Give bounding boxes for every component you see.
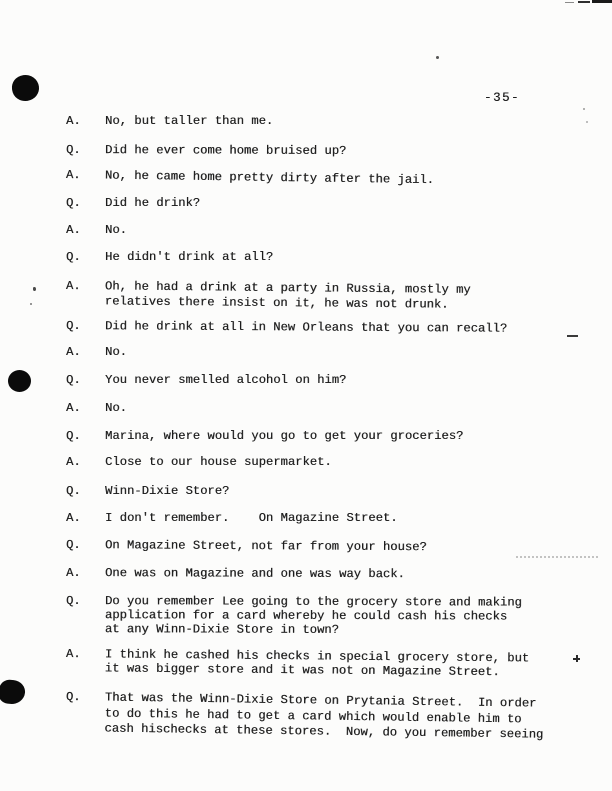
qa-entry xyxy=(66,223,127,238)
speaker-label: Q. xyxy=(65,538,81,553)
qa-text: Marina, where would you go to get your groceries? xyxy=(105,429,464,443)
qa-entry xyxy=(66,373,346,388)
speaker-label: A. xyxy=(66,455,81,469)
qa-text: Close to our house supermarket. xyxy=(105,455,332,469)
qa-text: That was the Winn-Dixie Store on Prytania Street. In order to do this he had to get a card which would enable him to cash hischecks at these stores. Now, do you remember seeing xyxy=(104,690,544,742)
qa-entry xyxy=(66,538,427,555)
qa-text: Oh, he had a drink at a party in Russia, mostly my relatives there insist on it, he was not drunk. xyxy=(104,279,471,312)
scan-asterisk-mark xyxy=(573,655,581,663)
speaker-label: A. xyxy=(66,223,81,237)
speaker-label: A. xyxy=(66,511,81,525)
qa-entry xyxy=(66,143,346,159)
speaker-label: A. xyxy=(66,114,81,128)
speaker-label: Q. xyxy=(65,319,81,334)
qa-text: Did he drink at all in New Orleans that you can recall? xyxy=(104,319,508,336)
scan-speck xyxy=(583,108,585,110)
qa-text: He didn't drink at all? xyxy=(105,250,274,264)
qa-entry xyxy=(66,647,529,680)
scan-speck xyxy=(436,56,439,59)
qa-entry xyxy=(65,690,543,743)
scan-speck xyxy=(586,121,588,123)
qa-text: One was on Magazine and one was way back. xyxy=(104,566,405,582)
qa-entry xyxy=(66,279,471,312)
qa-text: No. xyxy=(105,401,127,415)
qa-entry xyxy=(66,319,507,336)
hole-punch-mark xyxy=(10,73,40,103)
qa-text: No. xyxy=(105,223,127,237)
speaker-label: Q. xyxy=(66,373,81,387)
qa-entry xyxy=(66,250,273,265)
speaker-label: Q. xyxy=(66,196,81,210)
speaker-label: Q. xyxy=(65,594,81,609)
qa-text: On Magazine Street, not far from your house? xyxy=(104,538,427,555)
page-number: -35- xyxy=(484,91,521,105)
speaker-label: Q. xyxy=(66,429,81,443)
qa-entry xyxy=(66,566,405,582)
scan-speck xyxy=(30,303,32,305)
qa-text: Did he ever come home bruised up? xyxy=(104,143,347,158)
speaker-label: A. xyxy=(66,345,81,359)
speaker-label: A. xyxy=(65,566,81,581)
qa-entry xyxy=(66,429,463,444)
scan-dash-artifact xyxy=(567,335,578,337)
speaker-label: Q. xyxy=(66,250,81,264)
qa-entry xyxy=(66,484,229,499)
qa-text: No, but taller than me. xyxy=(105,114,274,128)
qa-entry xyxy=(66,401,127,416)
qa-entry xyxy=(66,345,127,360)
qa-entry xyxy=(66,455,332,470)
qa-text: No, he came home pretty dirty after the jail. xyxy=(104,168,435,188)
qa-entry xyxy=(66,114,273,129)
qa-entry xyxy=(66,511,398,526)
qa-entry xyxy=(66,196,200,211)
speaker-label: Q. xyxy=(65,690,81,705)
torn-edge-mark xyxy=(565,2,574,3)
qa-entry xyxy=(66,594,522,638)
scan-asterisk-bar xyxy=(576,655,578,662)
scan-speck xyxy=(33,287,36,291)
speaker-label: Q. xyxy=(65,143,81,158)
torn-edge-mark xyxy=(578,1,590,3)
speaker-label: Q. xyxy=(66,484,81,498)
speaker-label: A. xyxy=(65,279,81,294)
speaker-label: A. xyxy=(65,647,81,662)
scan-dotted-line xyxy=(516,553,598,558)
qa-text: I don't remember. On Magazine Street. xyxy=(105,511,398,525)
qa-text: Do you remember Lee going to the grocery store and making application for a card whereby he could cash his checks at any Winn-Dixie Store in town? xyxy=(104,594,522,638)
qa-text: Winn-Dixie Store? xyxy=(105,484,230,498)
qa-text: Did he drink? xyxy=(105,196,201,210)
qa-entry xyxy=(66,168,434,188)
qa-text: No. xyxy=(105,345,127,359)
qa-text: You never smelled alcohol on him? xyxy=(105,373,347,387)
speaker-label: A. xyxy=(65,168,81,183)
hole-punch-mark xyxy=(8,370,31,392)
torn-edge-mark xyxy=(592,0,612,3)
hole-punch-mark xyxy=(0,679,26,706)
qa-text: I think he cashed his checks in special grocery store, but it was bigger store and it was not on Magazine Street. xyxy=(104,647,530,680)
speaker-label: A. xyxy=(66,401,81,415)
